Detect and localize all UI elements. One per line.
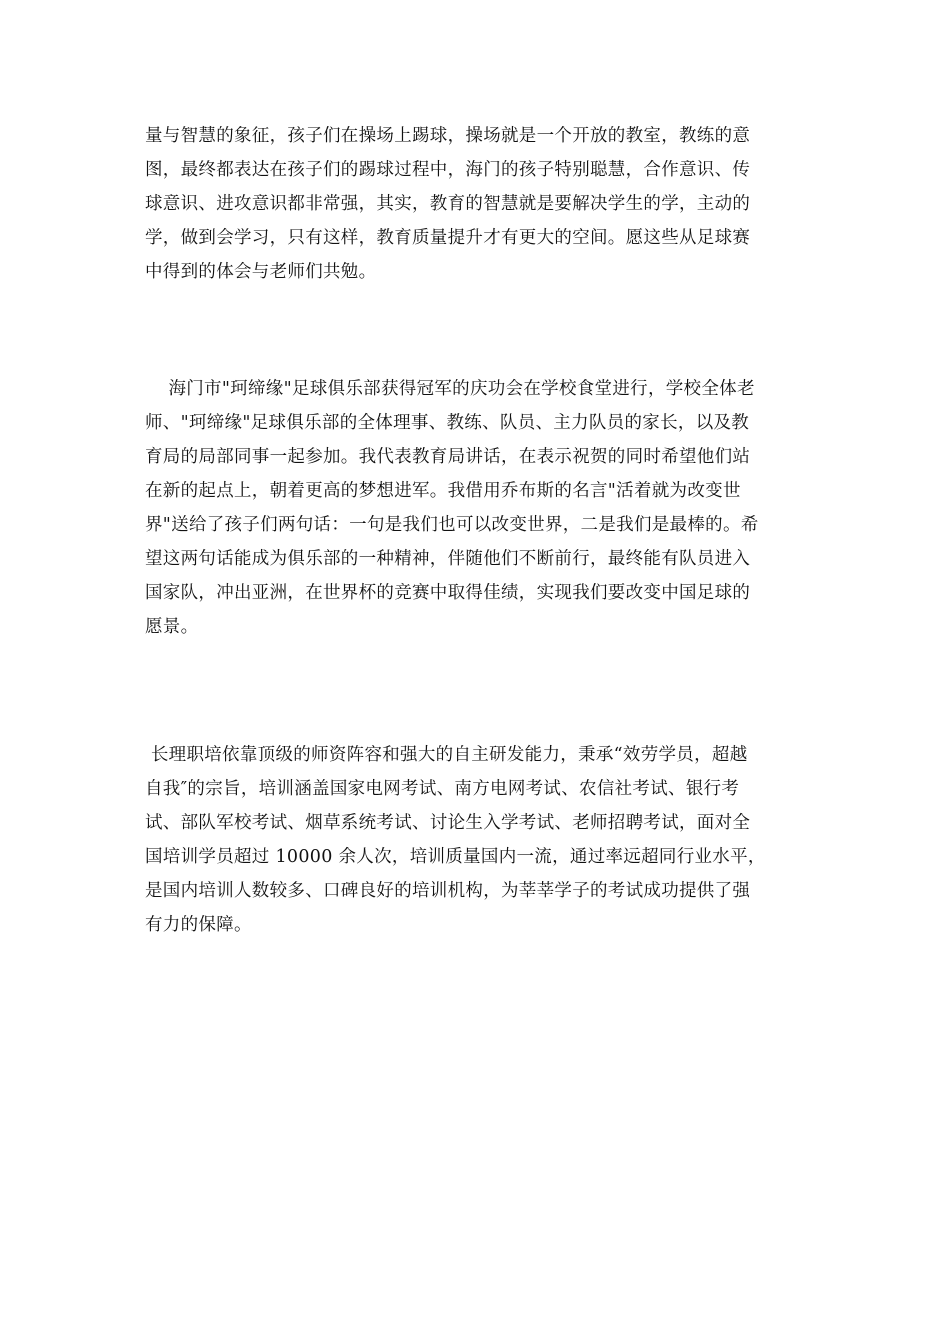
text-line: 中得到的体会与老师们共勉。 bbox=[145, 262, 377, 282]
text-line: 愿景。 bbox=[145, 617, 199, 637]
text-line: 国家队，冲出亚洲，在世界杯的竞赛中取得佳绩，实现我们要改变中国足球的 bbox=[145, 583, 751, 603]
text-line: 在新的起点上，朝着更高的梦想进军。我借用乔布斯的名言"活着就为改变世 bbox=[145, 481, 741, 501]
text-line: 师、"珂缔缘"足球俱乐部的全体理事、教练、队员、主力队员的家长，以及教 bbox=[145, 413, 750, 433]
text-line: 图，最终都表达在孩子们的踢球过程中，海门的孩子特别聪慧，合作意识、传 bbox=[145, 160, 751, 180]
paragraph-celebration bbox=[145, 372, 759, 644]
text-line: 学，做到会学习，只有这样，教育质量提升才有更大的空间。愿这些从足球赛 bbox=[145, 228, 751, 248]
text-line: 望这两句话能成为俱乐部的一种精神，伴随他们不断前行，最终能有队员进入 bbox=[145, 549, 751, 569]
paragraph-football-wisdom bbox=[145, 119, 750, 289]
text-line: 是国内培训人数较多、口碑良好的培训机构，为莘莘学子的考试成功提供了强 bbox=[145, 881, 751, 901]
text-line: 国培训学员超过 10000 余人次，培训质量国内一流，通过率远超同行业水平， bbox=[145, 847, 766, 867]
text-line: 球意识、进攻意识都非常强，其实，教育的智慧就是要解决学生的学，主动的 bbox=[145, 194, 751, 214]
text-line: 有力的保障。 bbox=[145, 915, 252, 935]
text-line: 自我″的宗旨，培训涵盖国家电网考试、南方电网考试、农信社考试、银行考 bbox=[145, 779, 740, 799]
text-line: 海门市"珂缔缘"足球俱乐部获得冠军的庆功会在学校食堂进行，学校全体老 bbox=[145, 379, 755, 399]
text-line: 量与智慧的象征，孩子们在操场上踢球，操场就是一个开放的教室，教练的意 bbox=[145, 126, 751, 146]
text-line: 长理职培依靠顶级的师资阵容和强大的自主研发能力，秉承“效劳学员，超越 bbox=[145, 745, 748, 765]
text-line: 育局的局部同事一起参加。我代表教育局讲话，在表示祝贺的同时希望他们站 bbox=[145, 447, 751, 467]
text-line: 试、部队军校考试、烟草系统考试、讨论生入学考试、老师招聘考试，面对全 bbox=[145, 813, 751, 833]
text-line: 界"送给了孩子们两句话：一句是我们也可以改变世界，二是我们是最棒的。希 bbox=[145, 515, 759, 535]
paragraph-training-ad bbox=[145, 738, 766, 942]
